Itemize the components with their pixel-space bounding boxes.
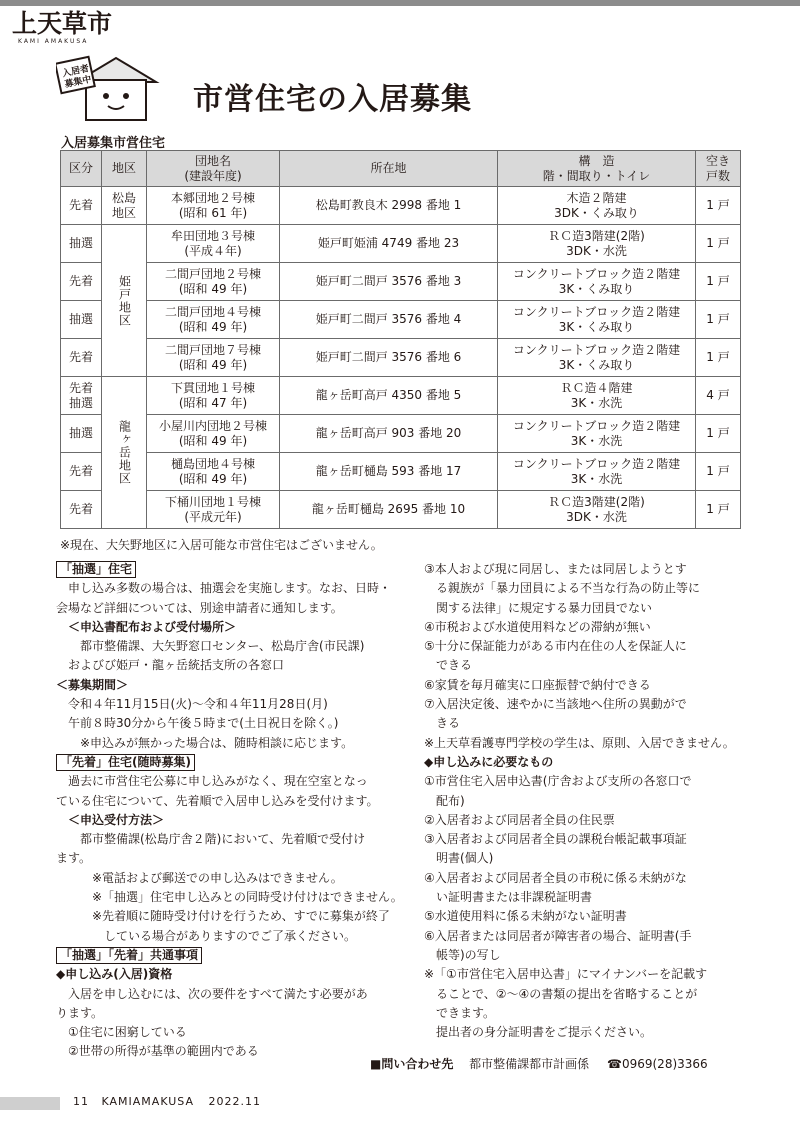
- distribution-text: およびび姫戸・龍ヶ岳統括支所の各窓口: [56, 658, 285, 673]
- eligibility-item: ②世帯の所得が基準の範囲内である: [56, 1044, 259, 1059]
- document-item: 帳等)の写し: [424, 947, 501, 962]
- cell-category: 先着: [61, 453, 102, 491]
- issue-date: 2022.11: [208, 1095, 262, 1108]
- cell-address: 姫戸町姫浦 4749 番地 23: [280, 225, 498, 263]
- table-caption: 入居募集市営住宅: [61, 136, 166, 151]
- magazine-name: KAMIAMAKUSA: [101, 1095, 195, 1108]
- cell-area: 松島 地区: [102, 187, 147, 225]
- table-row: [61, 225, 741, 263]
- page-footer: [73, 1095, 261, 1108]
- contact-label: ■問い合わせ先: [370, 1057, 454, 1071]
- table-row: [61, 415, 741, 453]
- table-row: [61, 301, 741, 339]
- table-row: [61, 263, 741, 301]
- acceptance-heading: ＜申込受付方法＞: [56, 812, 165, 827]
- cell-vacancy: 1 戸: [696, 301, 741, 339]
- eligibility-item: ⑤十分に保証能力がある市内在住の人を保証人に: [424, 639, 687, 654]
- page-title: 市営住宅の入居募集: [193, 82, 472, 117]
- cell-category: 先着: [61, 187, 102, 225]
- period-heading: ＜募集期間＞: [56, 677, 129, 692]
- period-text: 午前８時30分から午後５時まで(土日祝日を除く。): [56, 716, 339, 731]
- mynumber-note: できます。: [424, 1005, 496, 1020]
- logo-subtext: KAMI AMAKUSA: [18, 38, 89, 45]
- eligibility-item: ④市税および水道使用料などの滞納が無い: [424, 619, 651, 634]
- mynumber-note: ※「①市営住宅入居申込書」にマイナンバーを記載す: [424, 967, 708, 982]
- table-row: [61, 453, 741, 491]
- eligibility-item: ③本人および現に同居し、または同居しようとす: [424, 562, 687, 576]
- cell-complex: 樋島団地４号棟 (昭和 49 年): [147, 453, 280, 491]
- header-structure: 構 造 階・間取り・トイレ: [498, 151, 696, 187]
- cell-vacancy: 1 戸: [696, 453, 741, 491]
- table-row: [61, 339, 741, 377]
- first-come-text: ている住宅について、先着順で入居申し込みを受付けます。: [56, 793, 379, 808]
- student-note: ※上天草看護専門学校の学生は、原則、入居できません。: [424, 735, 735, 750]
- cell-complex: 下貫団地１号棟 (昭和 47 年): [147, 377, 280, 415]
- page-number: 11: [73, 1095, 89, 1108]
- document-item: 明書(個人): [424, 851, 494, 866]
- cell-address: 龍ヶ岳町樋島 2695 番地 10: [280, 491, 498, 529]
- mascot-sign-line1: 入居者: [61, 64, 91, 80]
- area-label-ryugatake: 龍ヶ岳地区: [117, 420, 132, 485]
- cell-address: 姫戸町二間戸 3576 番地 6: [280, 339, 498, 377]
- city-logo: [12, 10, 112, 44]
- lottery-heading: 「抽選」住宅: [56, 561, 136, 578]
- mynumber-note: ることで、②～④の書類の提出を省略することが: [424, 986, 698, 1001]
- document-item: 配布): [424, 793, 465, 808]
- eligibility-item: ⑥家賃を毎月確実に口座振替で納付できる: [424, 677, 651, 692]
- acceptance-text: ます。: [56, 851, 92, 866]
- eligibility-item: きる: [424, 716, 461, 731]
- cell-area: [102, 377, 147, 529]
- cell-address: 龍ヶ岳町高戸 4350 番地 5: [280, 377, 498, 415]
- logo-text: 上天草市: [12, 9, 113, 38]
- cell-address: 姫戸町二間戸 3576 番地 4: [280, 301, 498, 339]
- cell-vacancy: 1 戸: [696, 415, 741, 453]
- cell-vacancy: 4 戸: [696, 377, 741, 415]
- lottery-text: 会場など詳細については、別途申請者に通知します。: [56, 600, 343, 615]
- cell-structure: ＲＣ造3階建(2階) 3DK・水洗: [498, 225, 696, 263]
- cell-structure: ＲＣ造3階建(2階) 3DK・水洗: [498, 491, 696, 529]
- contact-phone: ☎0969(28)3366: [607, 1057, 708, 1071]
- header-vacancy: 空き 戸数: [696, 151, 741, 187]
- document-item: ①市営住宅入居申込書(庁舎および支所の各窓口で: [424, 774, 692, 789]
- cell-category: 先着 抽選: [61, 377, 102, 415]
- document-item: ③入居者および同居者全員の課税台帳記載事項証: [424, 832, 687, 847]
- documents-heading: ◆申し込みに必要なもの: [424, 754, 554, 769]
- house-mascot-icon: [56, 52, 176, 124]
- cell-structure: 木造２階建 3DK・くみ取り: [498, 187, 696, 225]
- eligibility-item: る親族が「暴力団員による不当な行為の防止等に: [424, 581, 701, 596]
- cell-vacancy: 1 戸: [696, 491, 741, 529]
- lottery-text: 申し込み多数の場合は、抽選会を実施します。なお、日時・: [56, 581, 392, 596]
- eligibility-item: ⑦入居決定後、速やかに当該地へ住所の異動がで: [424, 697, 687, 712]
- cell-category: 先着: [61, 263, 102, 301]
- table-row: [61, 187, 741, 225]
- right-column: [424, 560, 754, 1042]
- header-address: 所在地: [280, 151, 498, 187]
- cell-structure: コンクリートブロック造２階建 3K・水洗: [498, 453, 696, 491]
- document-item: ⑤水道使用料に係る未納がない証明書: [424, 909, 627, 924]
- footer-bar: [0, 1097, 60, 1110]
- first-come-heading: 「先着」住宅(随時募集): [56, 754, 195, 771]
- contact-department: 都市整備課都市計画係: [469, 1057, 590, 1071]
- acceptance-note: ※「抽選」住宅申し込みとの同時受け付けはできません。: [56, 890, 403, 905]
- document-item: い証明書または非課税証明書: [424, 890, 593, 905]
- period-note: ※申込みが無かった場合は、随時相談に応じます。: [56, 735, 354, 750]
- eligibility-item: できる: [424, 658, 473, 673]
- cell-category: 抽選: [61, 301, 102, 339]
- period-text: 令和４年11月15日(火)～令和４年11月28日(月): [56, 697, 328, 712]
- eligibility-item: 関する法律」に規定する暴力団員でない: [424, 600, 653, 615]
- mynumber-note: 提出者の身分証明書をご提示ください。: [424, 1025, 653, 1040]
- cell-complex: 二間戸団地２号棟 (昭和 49 年): [147, 263, 280, 301]
- cell-complex: 牟田団地３号棟 (平成４年): [147, 225, 280, 263]
- cell-category: 先着: [61, 339, 102, 377]
- cell-category: 抽選: [61, 415, 102, 453]
- table-note: ※現在、大矢野地区に入居可能な市営住宅はございません。: [60, 538, 383, 552]
- acceptance-note: ※電話および郵送での申し込みはできません。: [56, 870, 343, 885]
- header-category: 区分: [61, 151, 102, 187]
- housing-table: [60, 150, 741, 529]
- cell-complex: 二間戸団地７号棟 (昭和 49 年): [147, 339, 280, 377]
- distribution-heading: ＜申込書配布および受付場所＞: [56, 619, 237, 634]
- area-label-himedo: 姫戸地区: [117, 274, 132, 327]
- eligibility-text: 入居を申し込むには、次の要件をすべて満たす必要があ: [56, 986, 368, 1001]
- cell-category: 抽選: [61, 225, 102, 263]
- table-header-row: [61, 151, 741, 187]
- common-heading: 「抽選」「先着」共通事項: [56, 947, 202, 964]
- cell-complex: 二間戸団地４号棟 (昭和 49 年): [147, 301, 280, 339]
- table-row: [61, 491, 741, 529]
- document-item: ④入居者および同居者全員の市税に係る未納がな: [424, 870, 687, 885]
- cell-category: 先着: [61, 491, 102, 529]
- cell-address: 龍ヶ岳町高戸 903 番地 20: [280, 415, 498, 453]
- document-item: ⑥入居者または同居者が障害者の場合、証明書(手: [424, 928, 692, 943]
- cell-address: 姫戸町二間戸 3576 番地 3: [280, 263, 498, 301]
- top-bar: [0, 0, 800, 6]
- cell-vacancy: 1 戸: [696, 225, 741, 263]
- acceptance-note: ※先着順に随時受け付けを行うため、すでに募集が終了: [56, 909, 390, 924]
- cell-address: 龍ヶ岳町樋島 593 番地 17: [280, 453, 498, 491]
- acceptance-text: 都市整備課(松島庁舎２階)において、先着順で受付け: [56, 832, 366, 847]
- document-item: ②入居者および同居者全員の住民票: [424, 812, 615, 827]
- distribution-text: 都市整備課、大矢野窓口センター、松島庁舎(市民課): [56, 639, 365, 654]
- first-come-text: 過去に市営住宅公募に申し込みがなく、現在空室となっ: [56, 774, 368, 789]
- contact-info: [370, 1055, 708, 1072]
- cell-structure: コンクリートブロック造２階建 3K・くみ取り: [498, 301, 696, 339]
- cell-structure: ＲＣ造４階建 3K・水洗: [498, 377, 696, 415]
- eligibility-item: ①住宅に困窮している: [56, 1025, 187, 1040]
- cell-vacancy: 1 戸: [696, 187, 741, 225]
- cell-vacancy: 1 戸: [696, 263, 741, 301]
- cell-complex: 本郷団地２号棟 (昭和 61 年): [147, 187, 280, 225]
- acceptance-note: している場合がありますのでご了承ください。: [56, 928, 357, 943]
- header-complex: 団地名 (建設年度): [147, 151, 280, 187]
- cell-vacancy: 1 戸: [696, 339, 741, 377]
- cell-structure: コンクリートブロック造２階建 3K・水洗: [498, 415, 696, 453]
- cell-structure: コンクリートブロック造２階建 3K・くみ取り: [498, 339, 696, 377]
- header-area: 地区: [102, 151, 147, 187]
- left-column: [56, 560, 416, 1062]
- cell-complex: 下桶川団地１号棟 (平成元年): [147, 491, 280, 529]
- cell-address: 松島町教良木 2998 番地 1: [280, 187, 498, 225]
- cell-area: [102, 225, 147, 377]
- cell-structure: コンクリートブロック造２階建 3K・くみ取り: [498, 263, 696, 301]
- mascot-sign-line2: 募集中: [63, 74, 93, 91]
- eligibility-heading: ◆申し込み(入居)資格: [56, 967, 173, 982]
- cell-complex: 小屋川内団地２号棟 (昭和 49 年): [147, 415, 280, 453]
- eligibility-text: ります。: [56, 1005, 104, 1020]
- table-row: [61, 377, 741, 415]
